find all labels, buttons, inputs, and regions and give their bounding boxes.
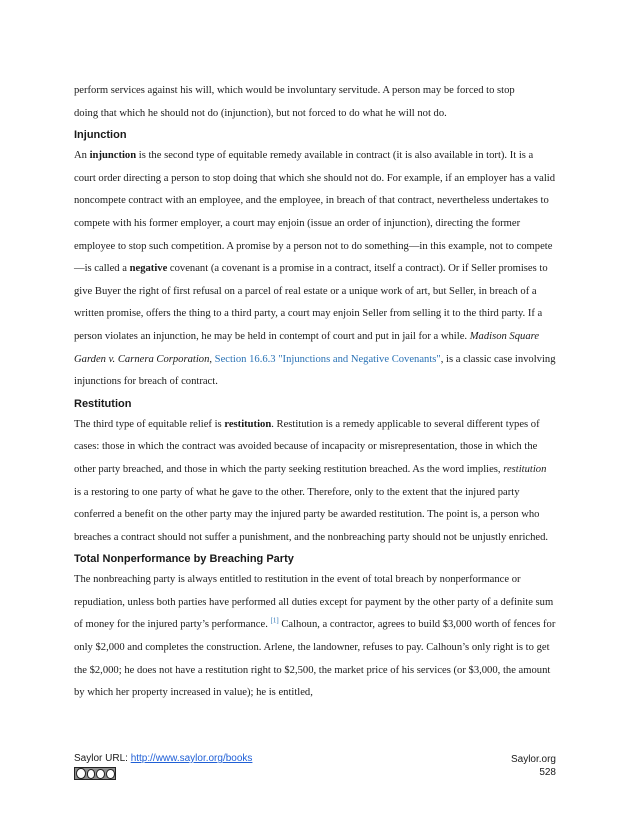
restitution-heading: Restitution xyxy=(74,397,132,410)
nc-icon xyxy=(96,769,105,779)
footnote-link[interactable]: [1] xyxy=(270,616,279,625)
restitution-italic: restitution xyxy=(503,463,547,475)
page-body xyxy=(74,80,556,705)
footer-url: Saylor URL: http://www.saylor.org/books xyxy=(74,753,253,764)
saylor-books-link[interactable]: http://www.saylor.org/books xyxy=(130,753,253,764)
creative-commons-license-icon[interactable] xyxy=(74,767,116,780)
injunction-heading: Injunction xyxy=(74,129,127,142)
injunction-paragraph: An injunction is the second type of equitable remedy available in contract (it is also available in tort). It is a court order directing a person to stop doing that which she should not do. For example, if an employer has a valid noncompete contract with an employee, and the employee, in breach of that contract, nevertheless undertakes to compete with his former employer, a court may enjoin (issue an order of injunction), directing the former employee to stop such competition. A promise by a person not to do something—in this example, not to compete—is called a negative covenant (a covenant is a promise in a contract, itself a contract). Or if Seller promises to give Buyer the right of first refusal on a parcel of real estate or a unique work of art, but Seller, in breach of a written promise, offers the thing to a third party, a court may enjoin Seller from selling it to the third party. If a person violates an injunction, he may be held in contempt of court and put in jail for a while. Madison Square Garden v. Carnera Corporation, Section 16.6.3 "Injunctions and Negative Covenants", is a classic case involving injunctions for breach of contract. xyxy=(74,150,556,388)
intro-paragraph xyxy=(74,80,556,125)
sa-icon xyxy=(106,769,115,779)
total-nonperformance-heading: Total Nonperformance by Breaching Party xyxy=(74,553,294,566)
section-link[interactable]: Section 16.6.3 "Injunctions and Negative Covenants" xyxy=(214,353,441,365)
intro-line-1: perform services against his will, which would be involuntary servitude. A person may be forced to stop xyxy=(74,85,515,96)
intro-line-2: doing that which he should not do (injunction), but not forced to do what he will not do. xyxy=(74,107,447,119)
footer-right xyxy=(511,753,556,779)
negative-term: negative xyxy=(129,263,168,275)
restitution-term: restitution xyxy=(224,418,272,430)
cc-icon xyxy=(76,768,86,779)
total-nonperformance-paragraph: The nonbreaching party is always entitled to restitution in the event of total breach by nonperformance or repudiation, unless both parties have performed all duties except for payment by the other party of a definite sum of money for the injured party’s performance. [1] Calhoun, a contractor, agrees to build $3,000 worth of fences for only $2,000 and completes the construction. Arlene, the landowner, refuses to pay. Calhoun’s only right is to get the $2,000; he does not have a restitution right to $2,500, the market price of his services (or $3,000, the amount by which her property increased in value); he is entitled, xyxy=(74,574,556,699)
injunction-term: injunction xyxy=(89,150,137,162)
case-citation: Madison Square Garden v. Carnera Corporation xyxy=(74,330,540,365)
footer-site: Saylor.org xyxy=(510,754,556,765)
page-number: 528 xyxy=(539,767,556,778)
by-icon xyxy=(87,769,96,779)
restitution-paragraph: The third type of equitable relief is restitution. Restitution is a remedy applicable to several different types of cases: those in which the contract was avoided because of incapacity or misrepresentation, those in which the other party breached, and those in which the party seeking restitution breached. As the word implies, restitution is a restoring to one party of what he gave to the other. Therefore, only to the extent that the injured party conferred a benefit on the other party may the injured party be awarded restitution. The point is, a person who breaches a contract should not suffer a punishment, and the nonbreaching party should not be unjustly enriched. xyxy=(74,418,549,543)
